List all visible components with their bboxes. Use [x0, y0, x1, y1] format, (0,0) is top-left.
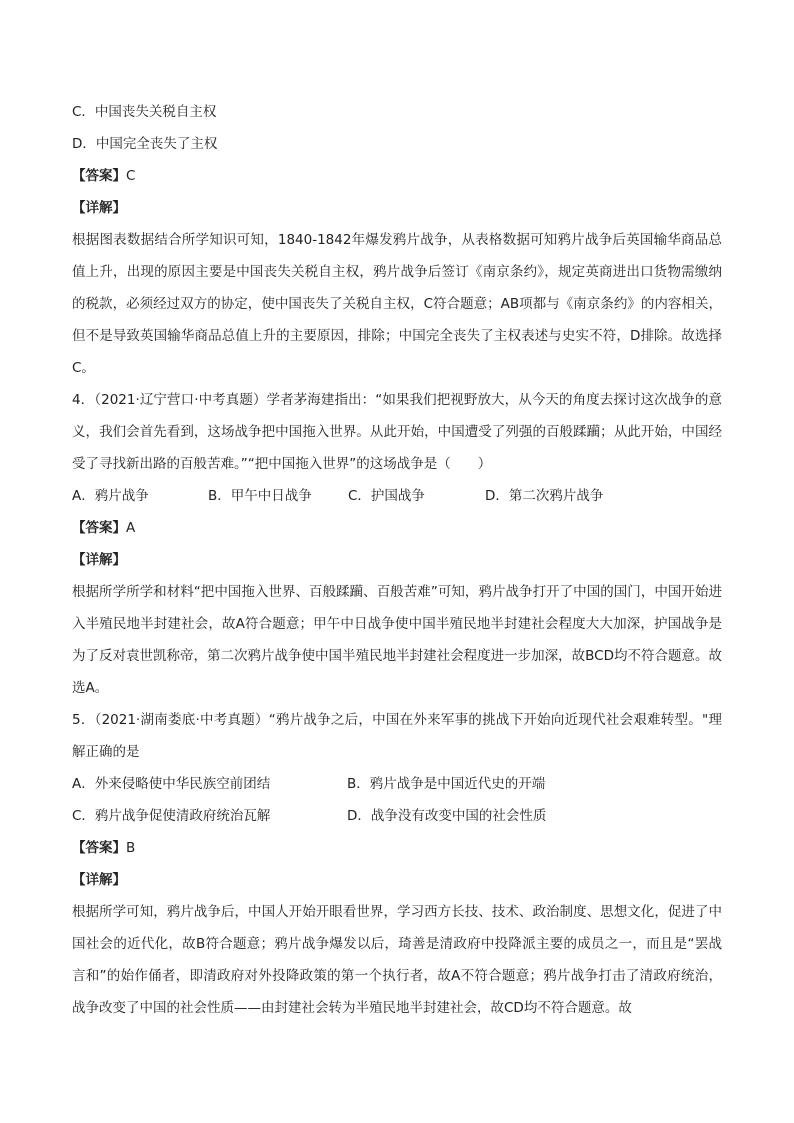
document-body — [72, 96, 722, 1024]
q3-answer — [72, 160, 722, 192]
answer-tag: 【答案】 — [72, 840, 126, 856]
q4-option-c: C．护国战争 — [348, 488, 425, 504]
q5-option-c: C．鸦片战争促使清政府统治瓦解 — [72, 808, 271, 824]
q5-stem: 5．（2021·湖南娄底·中考真题）“鸦片战争之后，中国在外来军事的挑战下开始向近现代社会艰难转型。"理解正确的是 — [72, 712, 722, 760]
q4-explain-tag: 【详解】 — [72, 552, 126, 568]
q4-option-b: B．甲午中日战争 — [208, 488, 312, 504]
q5-option-a: A．外来侵略使中华民族空前团结 — [72, 776, 271, 792]
q4-option-a: A．鸦片战争 — [72, 488, 149, 504]
q5-options-row-1 — [72, 768, 722, 800]
q4-stem: 4．（2021·辽宁营口·中考真题）学者茅海建指出：“如果我们把视野放大，从今天的角度去探讨这次战争的意义，我们会首先看到，这场战争把中国拖入世界。从此开始，中国遭受了列强的百般蹂躏；从此开始，中国经受了寻找新出路的百般苦难。”“把中国拖入世界”的这场战争是（ ） — [72, 392, 722, 472]
q5-explain-tag: 【详解】 — [72, 872, 126, 888]
q5-options-row-2 — [72, 800, 722, 832]
q3-explanation: 根据图表数据结合所学知识可知，1840-1842年爆发鸦片战争，从表格数据可知鸦片战争后英国输华商品总值上升，出现的原因主要是中国丧失关税自主权，鸦片战争后签订《南京条约》，规定英商进出口货物需缴纳的税款，必须经过双方的协定，使中国丧失了关税自主权，C符合题意；AB项都与《南京条约》的内容相关，但不是导致英国输华商品总值上升的主要原因，排除；中国完全丧失了主权表述与史实不符，D排除。故选择C。 — [72, 232, 722, 376]
answer-tag: 【答案】 — [72, 520, 126, 536]
q5-answer — [72, 832, 722, 864]
q4-explanation: 根据所学所学和材料“把中国拖入世界、百般蹂躏、百般苦难”可知，鸦片战争打开了中国的国门，中国开始进入半殖民地半封建社会，故A符合题意；甲午中日战争使中国半殖民地半封建社会程度大大加深，护国战争是为了反对袁世凯称帝，第二次鸦片战争使中国半殖民地半封建社会程度进一步加深，故BCD均不符合题意。故选A。 — [72, 584, 722, 696]
q5-explanation: 根据所学可知，鸦片战争后，中国人开始开眼看世界，学习西方长技、技术、政治制度、思想文化，促进了中国社会的近代化，故B符合题意；鸦片战争爆发以后，琦善是清政府中投降派主要的成员之一，而且是“罢战言和”的始作俑者，即清政府对外投降政策的第一个执行者，故A不符合题意；鸦片战争打击了清政府统治，战争改变了中国的社会性质——由封建社会转为半殖民地半封建社会，故CD均不符合题意。故 — [72, 904, 722, 1016]
answer-value: A — [126, 520, 136, 536]
answer-value: B — [126, 840, 136, 856]
answer-tag: 【答案】 — [72, 168, 126, 184]
answer-value: C — [126, 168, 136, 184]
q3-option-d: D．中国完全丧失了主权 — [72, 136, 218, 152]
q5-option-d: D．战争没有改变中国的社会性质 — [347, 808, 547, 824]
q4-option-d: D．第二次鸦片战争 — [485, 488, 604, 504]
q4-options — [72, 480, 722, 512]
q4-answer — [72, 512, 722, 544]
q3-explain-tag: 【详解】 — [72, 200, 126, 216]
q3-option-c: C．中国丧失关税自主权 — [72, 104, 217, 120]
q5-option-b: B．鸦片战争是中国近代史的开端 — [347, 776, 546, 792]
